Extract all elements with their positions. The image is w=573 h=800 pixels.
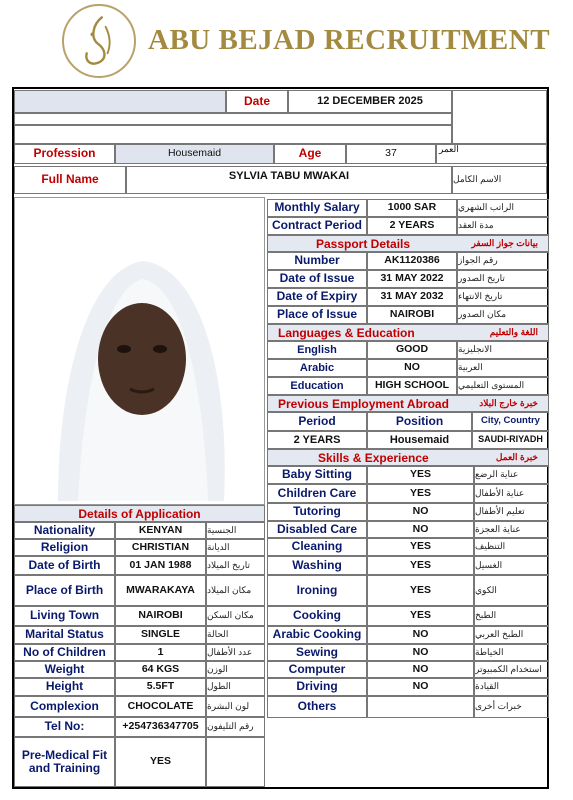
skill-row-label: Computer xyxy=(267,661,367,678)
age-label: Age xyxy=(274,144,346,164)
application-section-title: Details of Application xyxy=(78,506,201,521)
skill-row-label-ar: عناية العجزة xyxy=(474,521,549,538)
passport-row-value: AK1120386 xyxy=(367,252,457,270)
date-value: 12 DECEMBER 2025 xyxy=(288,90,452,113)
skills-section-header xyxy=(267,449,549,466)
application-row-label-ar: الحالة xyxy=(206,626,265,644)
skill-row-label-ar: الغسيل xyxy=(474,556,549,575)
skill-row-label: Arabic Cooking xyxy=(267,626,367,644)
application-row-value: SINGLE xyxy=(115,626,206,644)
passport-row-label: Date of Expiry xyxy=(267,288,367,306)
skill-row-label: Tutoring xyxy=(267,503,367,521)
languages-section-title: Languages & Education xyxy=(278,325,415,340)
application-row-label-ar: الوزن xyxy=(206,661,265,678)
period-value: 2 YEARS xyxy=(367,217,457,235)
passport-row-label: Place of Issue xyxy=(267,306,367,324)
date-label: Date xyxy=(226,90,288,113)
photo-frame xyxy=(14,197,265,505)
languages-section-header xyxy=(267,324,549,341)
blank-cell xyxy=(14,90,226,113)
salary-label: Monthly Salary xyxy=(267,199,367,217)
application-row-label-ar: الطول xyxy=(206,678,265,696)
skill-row-label-ar: الخياطة xyxy=(474,644,549,661)
passport-section-title: Passport Details xyxy=(316,236,411,251)
language-row-label-ar: المستوى التعليمي xyxy=(457,377,549,395)
employment-section-title: Previous Employment Abroad xyxy=(278,396,449,411)
language-row-label-ar: الانجليزية xyxy=(457,341,549,359)
period-label-ar: مدة العقد xyxy=(457,217,549,235)
profession-value: Housemaid xyxy=(115,144,274,164)
employment-position-value: Housemaid xyxy=(367,431,472,449)
blank-cell xyxy=(14,125,452,144)
employment-period-header: Period xyxy=(267,412,367,431)
skill-row-label: Driving xyxy=(267,678,367,696)
application-row-label: Living Town xyxy=(14,606,115,626)
skill-row-label-ar: الطبخ xyxy=(474,606,549,626)
skill-row-label-ar: استخدام الكمبيوتر xyxy=(474,661,549,678)
language-row-label: Arabic xyxy=(267,359,367,377)
skill-row-value xyxy=(367,696,474,718)
application-row-label: Height xyxy=(14,678,115,696)
application-row-value: 01 JAN 1988 xyxy=(115,556,206,575)
application-row-value: MWARAKAYA xyxy=(115,575,206,606)
application-row-value: 64 KGS xyxy=(115,661,206,678)
application-row-label-ar: عدد الأطفال xyxy=(206,644,265,661)
language-row-label: English xyxy=(267,341,367,359)
skill-row-label: Disabled Care xyxy=(267,521,367,538)
skill-row-value: YES xyxy=(367,538,474,556)
employment-section-header xyxy=(267,395,549,412)
application-row-label-ar: مكان الميلاد xyxy=(206,575,265,606)
skill-row-value: NO xyxy=(367,661,474,678)
passport-row-value: NAIROBI xyxy=(367,306,457,324)
skill-row-label-ar: القيادة xyxy=(474,678,549,696)
passport-section-title-ar: بيانات جواز السفر xyxy=(471,238,538,248)
application-row-label: Place of Birth xyxy=(14,575,115,606)
skill-row-label: Cleaning xyxy=(267,538,367,556)
skill-row-label: Baby Sitting xyxy=(267,466,367,484)
skills-section-title: Skills & Experience xyxy=(318,450,429,465)
skill-row-label: Ironing xyxy=(267,575,367,606)
language-row-value: NO xyxy=(367,359,457,377)
skill-row-value: YES xyxy=(367,556,474,575)
skills-section-title-ar: خبرة العمل xyxy=(495,452,538,462)
skill-row-value: NO xyxy=(367,644,474,661)
employment-country-header: City, Country xyxy=(472,412,549,431)
application-row-value: +254736347705 xyxy=(115,717,206,737)
skill-row-label-ar: عناية الأطفال xyxy=(474,484,549,503)
application-row-label-ar: الديانة xyxy=(206,539,265,556)
skill-row-label-ar: خبرات أخرى xyxy=(474,696,549,718)
application-row-value: 5.5FT xyxy=(115,678,206,696)
skill-row-label: Others xyxy=(267,696,367,718)
application-row-value: CHOCOLATE xyxy=(115,696,206,717)
skill-row-value: YES xyxy=(367,606,474,626)
application-row-label: Religion xyxy=(14,539,115,556)
fullname-label: Full Name xyxy=(14,166,126,194)
skill-row-label-ar: عناية الرضع xyxy=(474,466,549,484)
age-label-ar: العمر xyxy=(436,144,547,164)
passport-row-value: 31 MAY 2022 xyxy=(367,270,457,288)
skill-row-value: NO xyxy=(367,521,474,538)
language-row-value: GOOD xyxy=(367,341,457,359)
passport-row-label-ar: مكان الصدور xyxy=(457,306,549,324)
application-row-value: NAIROBI xyxy=(115,606,206,626)
fullname-value: SYLVIA TABU MWAKAI xyxy=(126,166,452,194)
application-row-label: Tel No: xyxy=(14,717,115,737)
employment-country-value: SAUDI-RIYADH xyxy=(472,431,549,449)
skill-row-value: YES xyxy=(367,466,474,484)
languages-section-title-ar: اللغة والتعليم xyxy=(489,327,538,337)
language-row-value: HIGH SCHOOL xyxy=(367,377,457,395)
medical-value: YES xyxy=(115,737,206,787)
skill-row-label-ar: الكوي xyxy=(474,575,549,606)
application-row-label-ar: لون البشرة xyxy=(206,696,265,717)
employment-period-value: 2 YEARS xyxy=(267,431,367,449)
language-row-label-ar: العربية xyxy=(457,359,549,377)
application-row-label-ar: رقم التليفون xyxy=(206,717,265,737)
application-row-label: Complexion xyxy=(14,696,115,717)
skill-row-value: NO xyxy=(367,626,474,644)
application-row-label: Date of Birth xyxy=(14,556,115,575)
application-row-label-ar: تاريخ الميلاد xyxy=(206,556,265,575)
company-name: ABU BEJAD RECRUITMENT xyxy=(148,24,551,56)
skill-row-label: Washing xyxy=(267,556,367,575)
application-row-value: KENYAN xyxy=(115,522,206,539)
application-row-label: No of Children xyxy=(14,644,115,661)
company-logo xyxy=(62,4,136,78)
blank-cell xyxy=(452,90,547,144)
period-label: Contract Period xyxy=(267,217,367,235)
skill-row-label-ar: الطبخ العربي xyxy=(474,626,549,644)
employment-position-header: Position xyxy=(367,412,472,431)
skill-row-label-ar: التنظيف xyxy=(474,538,549,556)
skill-row-label: Children Care xyxy=(267,484,367,503)
medical-label-line1: Pre-Medical Fit xyxy=(21,747,108,762)
blank-cell xyxy=(14,113,452,125)
medical-label-line2: and Training xyxy=(28,761,101,775)
application-row-label-ar: الجنسية xyxy=(206,522,265,539)
passport-section-header xyxy=(267,235,549,252)
skill-row-label: Cooking xyxy=(267,606,367,626)
passport-row-label: Number xyxy=(267,252,367,270)
employment-section-title-ar: خبرة خارج البلاد xyxy=(479,398,538,408)
age-value: 37 xyxy=(346,144,436,164)
skill-row-value: YES xyxy=(367,575,474,606)
skill-row-value: YES xyxy=(367,484,474,503)
passport-row-value: 31 MAY 2032 xyxy=(367,288,457,306)
passport-row-label-ar: تاريخ الصدور xyxy=(457,270,549,288)
passport-row-label-ar: رقم الجواز xyxy=(457,252,549,270)
profession-label: Profession xyxy=(14,144,115,164)
application-row-label: Weight xyxy=(14,661,115,678)
application-section-header xyxy=(14,505,265,522)
calligraphy-logo-icon xyxy=(64,6,134,76)
application-row-value: CHRISTIAN xyxy=(115,539,206,556)
salary-value: 1000 SAR xyxy=(367,199,457,217)
skill-row-label: Sewing xyxy=(267,644,367,661)
language-row-label: Education xyxy=(267,377,367,395)
blank-cell xyxy=(206,737,265,787)
application-row-label-ar: مكان السكن xyxy=(206,606,265,626)
salary-label-ar: الراتب الشهري xyxy=(457,199,549,217)
skill-row-label-ar: تعليم الأطفال xyxy=(474,503,549,521)
skill-row-value: NO xyxy=(367,678,474,696)
application-row-label: Nationality xyxy=(14,522,115,539)
application-row-label: Marital Status xyxy=(14,626,115,644)
fullname-label-ar: الاسم الكامل xyxy=(452,166,547,194)
skill-row-value: NO xyxy=(367,503,474,521)
application-row-value: 1 xyxy=(115,644,206,661)
medical-label xyxy=(14,737,115,787)
passport-row-label-ar: تاريخ الانتهاء xyxy=(457,288,549,306)
passport-row-label: Date of Issue xyxy=(267,270,367,288)
